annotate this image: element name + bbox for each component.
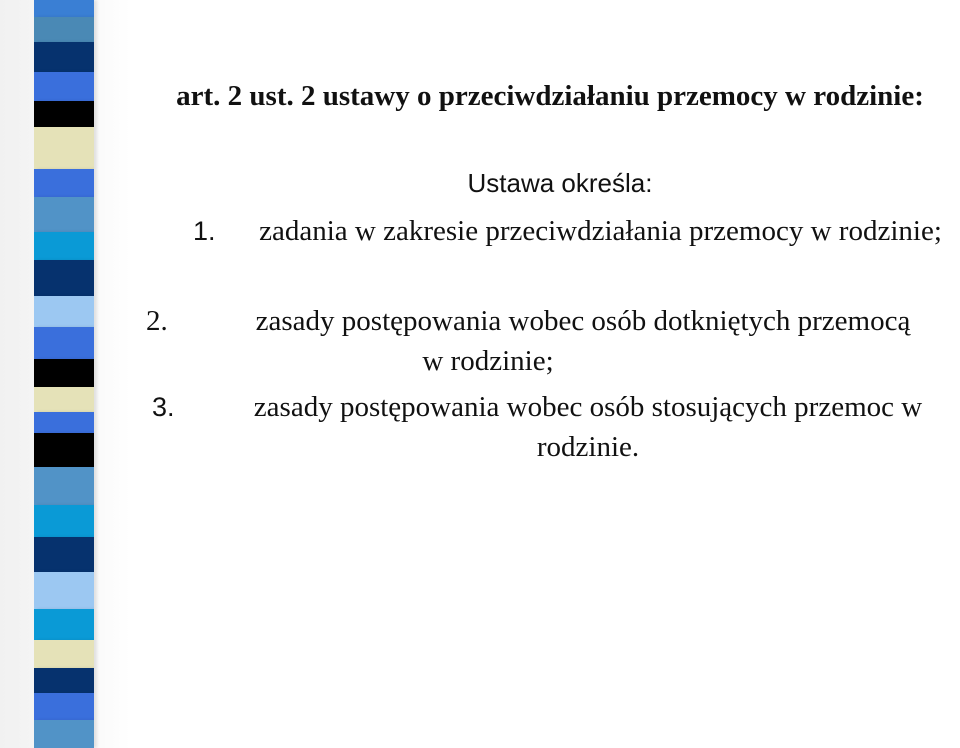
list-item-1 bbox=[193, 211, 960, 291]
intro-text: Ustawa określa: bbox=[467, 168, 653, 198]
list-item-text-line: w rodzinie; bbox=[422, 345, 554, 377]
list-item-text: zasady postępowania wobec osób stosujących przemoc w rodzinie. bbox=[253, 391, 923, 463]
list-item-number: 1. bbox=[193, 216, 216, 246]
list-item-2 bbox=[146, 301, 960, 381]
list-item-text: zadania w zakresie przeciwdziałania przemocy w rodzinie; bbox=[259, 215, 942, 247]
slide-heading: art. 2 ust. 2 ustawy o przeciwdziałaniu przemocy w rodzinie: bbox=[176, 80, 924, 112]
list-item-number: 2. bbox=[146, 305, 168, 337]
list-item-number: 3. bbox=[152, 392, 175, 422]
list-item-text bbox=[206, 301, 960, 381]
list-item-3 bbox=[152, 387, 960, 467]
list-item-text-line: zasady postępowania wobec osób dotkniętych przemocą bbox=[255, 305, 911, 337]
